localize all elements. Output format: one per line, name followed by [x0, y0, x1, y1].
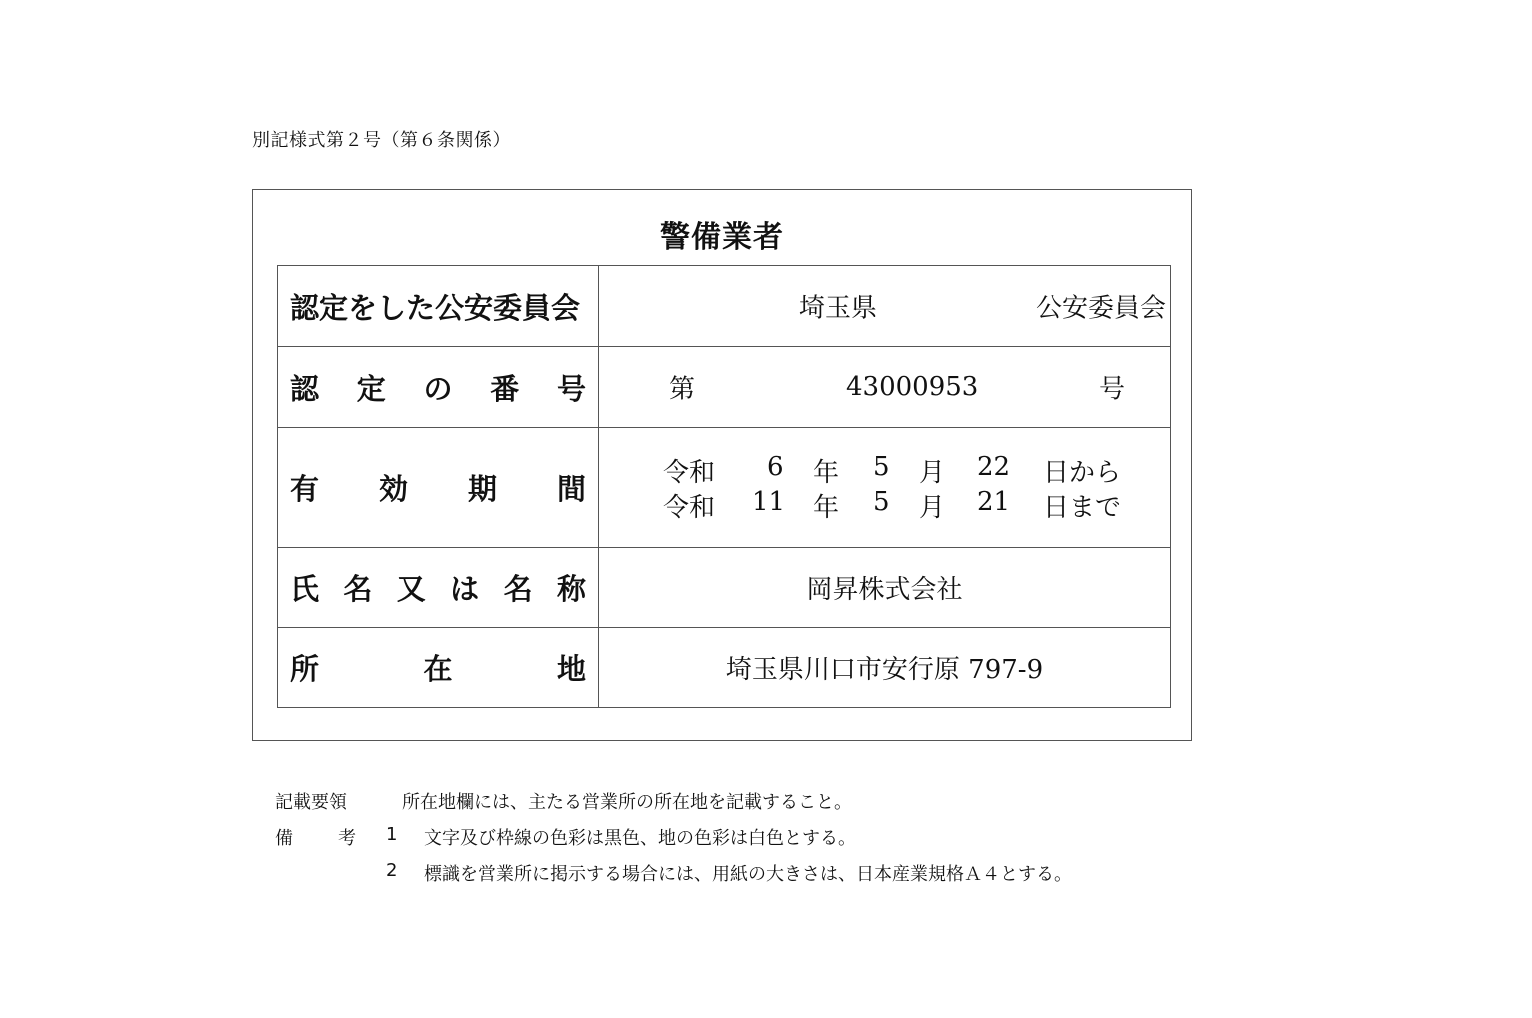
label-address [278, 628, 599, 708]
end-month-unit: 月 [919, 493, 946, 523]
number-value: 43000953 [846, 372, 979, 402]
remarks-item-number: 2 [386, 860, 398, 881]
end-year: 11 [752, 487, 786, 517]
label-name [278, 548, 599, 628]
row-number [278, 347, 1171, 428]
value-name: 岡昇株式会社 [599, 548, 1171, 628]
label-number-char: 定 [356, 371, 386, 406]
end-day: 21 [977, 487, 1011, 517]
start-month: 5 [873, 452, 890, 482]
label-number-char: 号 [556, 371, 586, 406]
remarks-label-2: 考 [338, 828, 356, 849]
end-day-unit: 日まで [1043, 493, 1122, 523]
label-name-char: 称 [556, 572, 586, 606]
instructions-line [275, 788, 1225, 824]
label-number [278, 347, 599, 428]
row-period [278, 428, 1171, 548]
instructions-label: 記載要領 [275, 792, 347, 813]
value-address: 埼玉県川口市安行原 797-9 [599, 628, 1171, 708]
remarks-item-text: 文字及び枠線の色彩は黒色、地の色彩は白色とする。 [424, 828, 856, 849]
label-period-char: 間 [556, 472, 586, 506]
label-name-char: 氏 [290, 572, 320, 606]
label-name-char: は [450, 572, 480, 606]
number-prefix: 第 [669, 374, 696, 405]
start-month-unit: 月 [919, 458, 946, 488]
label-period-char: 効 [378, 472, 408, 506]
label-authority-text: 認定をした公安委員会 [290, 290, 581, 325]
form-number-label: 別記様式第２号（第６条関係） [252, 130, 511, 151]
remarks-item-number: 1 [386, 824, 398, 845]
start-year: 6 [767, 452, 784, 482]
label-name-char: 名 [343, 572, 373, 606]
period-start [599, 452, 1170, 488]
end-month: 5 [873, 487, 890, 517]
label-authority [278, 266, 599, 347]
remarks-line-2 [275, 860, 1225, 896]
value-period [599, 428, 1171, 548]
row-address [278, 628, 1171, 708]
label-number-char: の [423, 371, 453, 406]
value-authority [599, 266, 1171, 347]
notes-section [275, 788, 1225, 896]
label-number-char: 認 [290, 371, 320, 406]
label-address-char: 地 [556, 652, 586, 686]
authority-committee: 公安委員会 [1036, 293, 1167, 324]
end-year-unit: 年 [813, 493, 840, 523]
row-name [278, 548, 1171, 628]
label-address-char: 所 [290, 652, 320, 686]
sign-table [277, 265, 1171, 708]
row-authority [278, 266, 1171, 347]
sign-title: 警備業者 [660, 220, 784, 255]
remarks-line-1 [275, 824, 1225, 860]
period-end [599, 487, 1170, 523]
label-period [278, 428, 599, 548]
label-number-char: 番 [490, 371, 520, 406]
start-year-unit: 年 [813, 458, 840, 488]
remarks-item-text: 標識を営業所に掲示する場合には、用紙の大きさは、日本産業規格Ａ４とする。 [424, 864, 1072, 885]
remarks-label-1: 備 [275, 828, 293, 849]
end-era: 令和 [663, 493, 716, 523]
label-period-char: 期 [467, 472, 497, 506]
label-name-char: 又 [396, 572, 426, 606]
start-day-unit: 日から [1043, 458, 1122, 488]
number-suffix: 号 [1099, 374, 1126, 405]
instructions-text: 所在地欄には、主たる営業所の所在地を記載すること。 [402, 792, 852, 813]
value-number [599, 347, 1171, 428]
start-day: 22 [977, 452, 1011, 482]
label-address-char: 在 [423, 652, 453, 686]
label-period-char: 有 [290, 472, 320, 506]
authority-prefecture: 埼玉県 [799, 293, 878, 324]
start-era: 令和 [663, 458, 716, 488]
label-name-char: 名 [503, 572, 533, 606]
